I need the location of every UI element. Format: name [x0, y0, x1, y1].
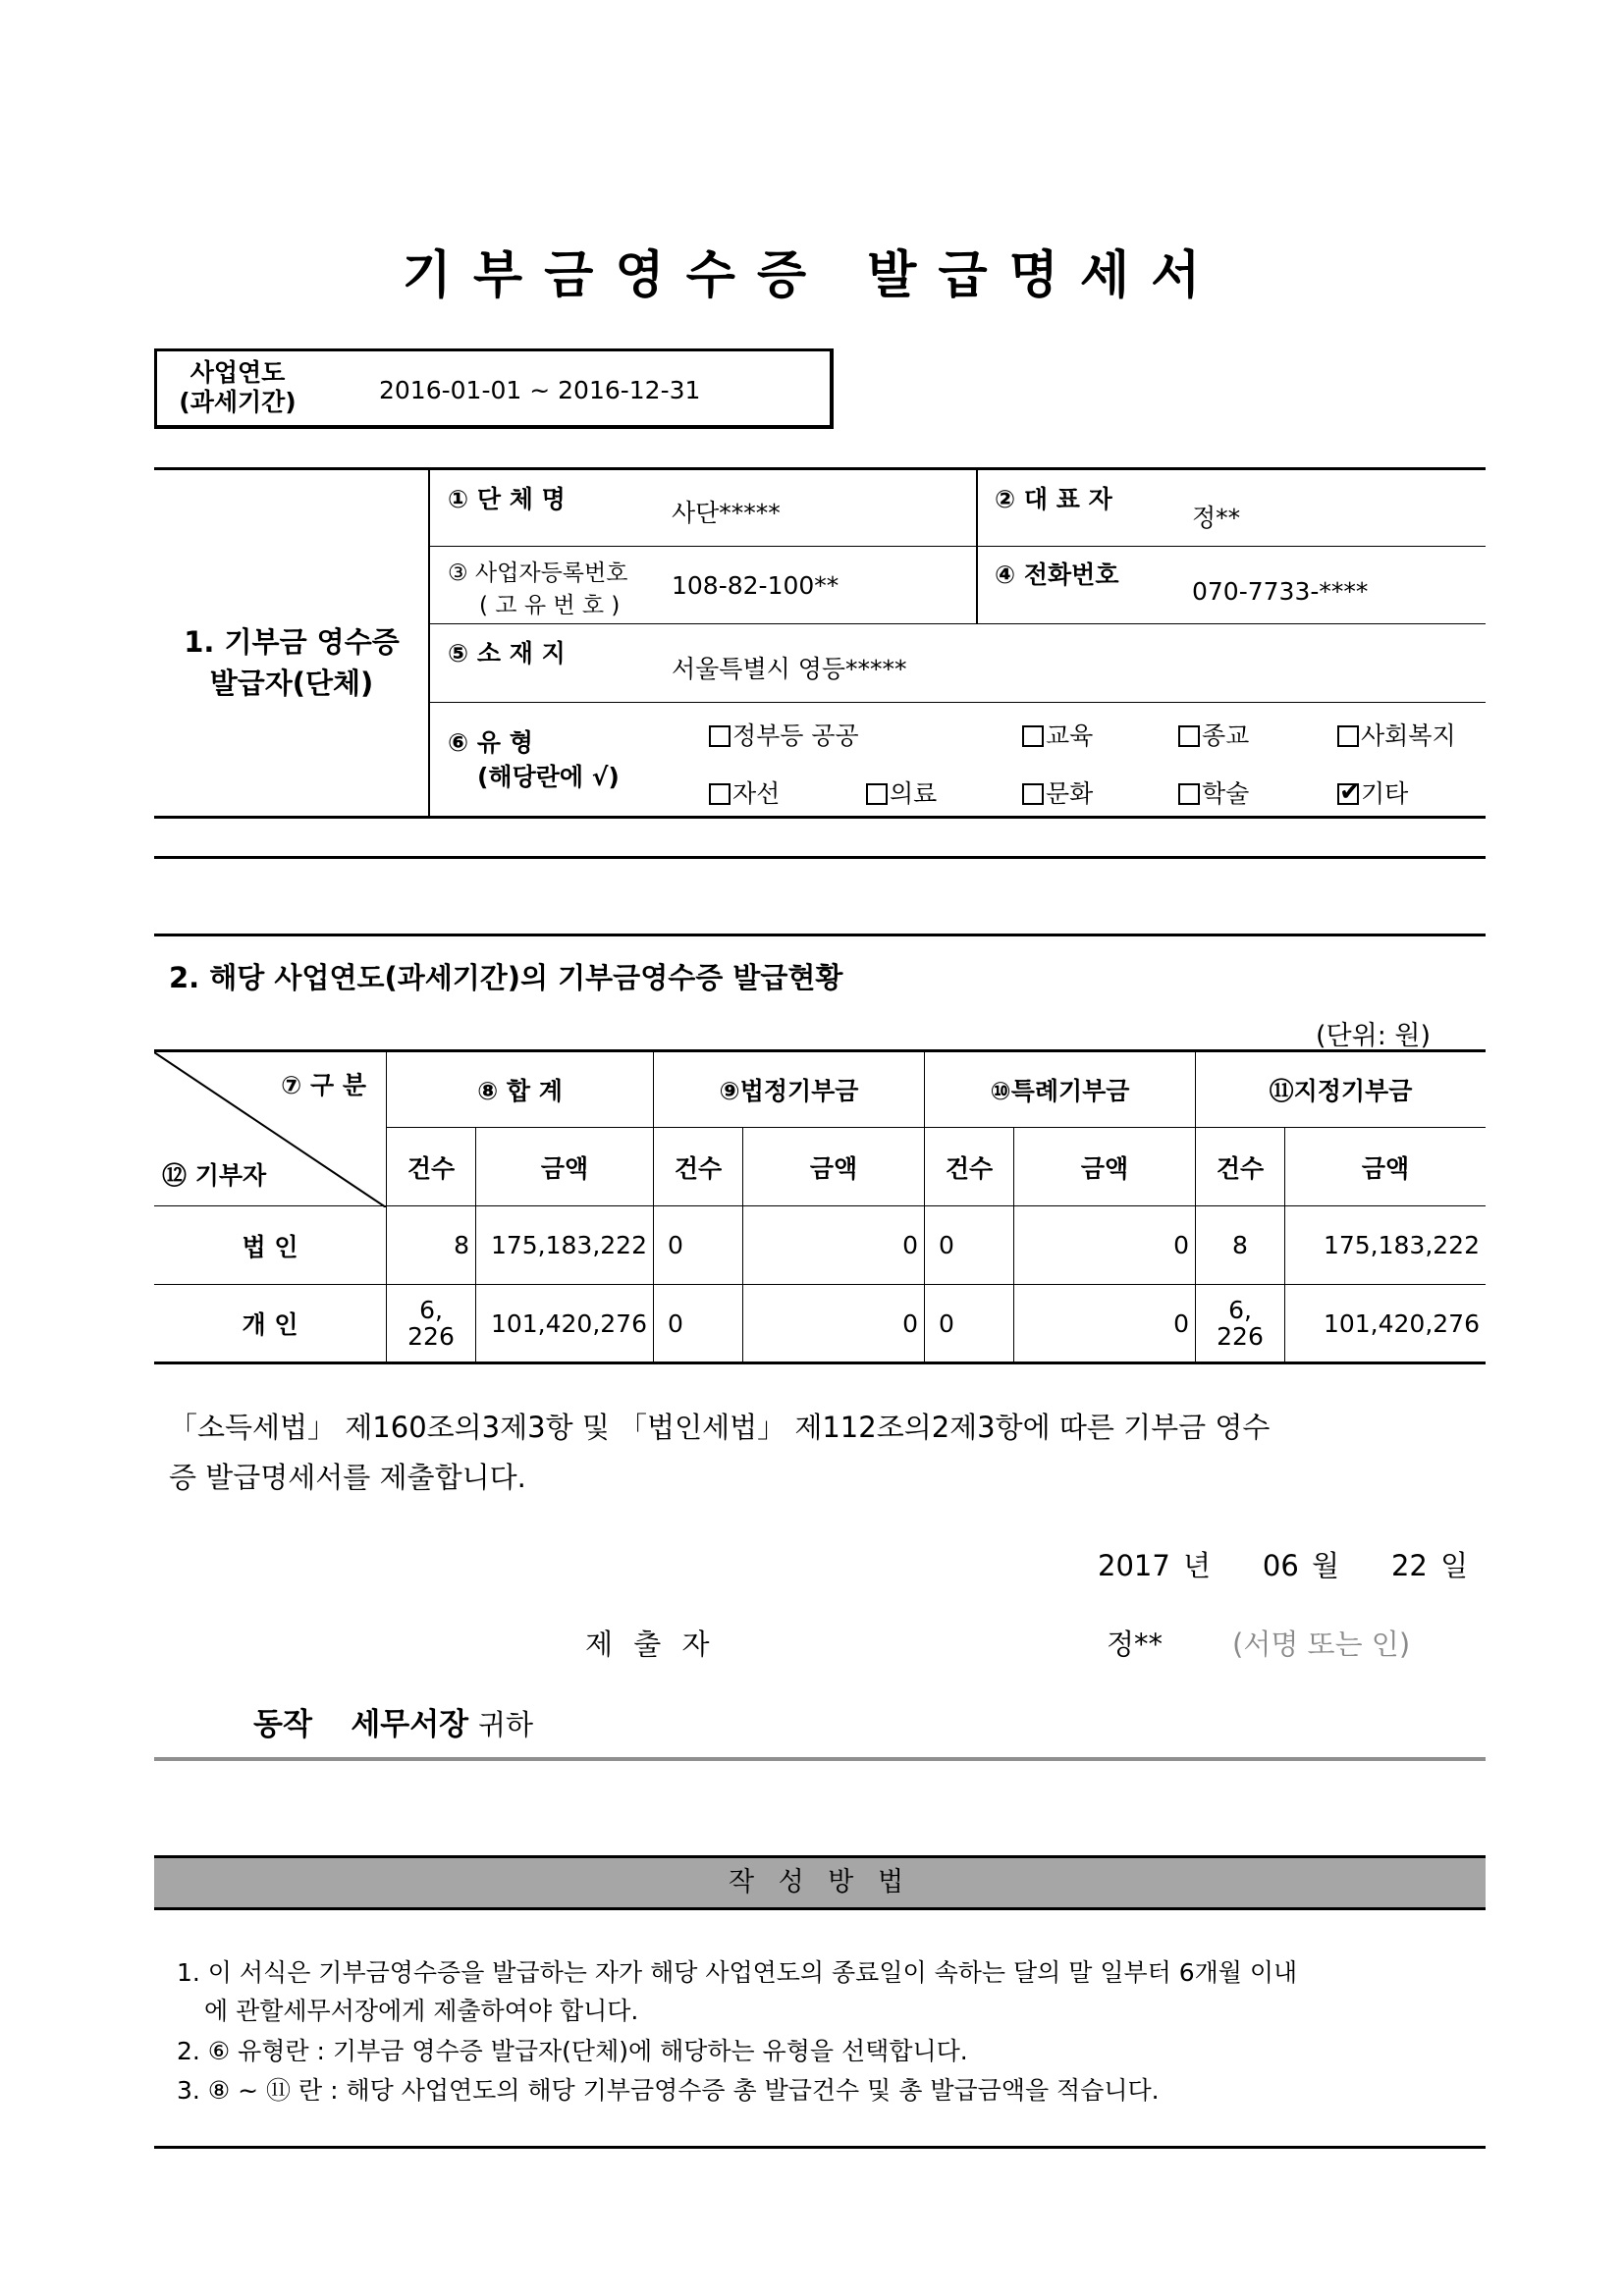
section1-mid-divider [976, 469, 978, 624]
type-option-charity[interactable] [709, 774, 780, 810]
category-header: ⑦ 구 분 [281, 1071, 366, 1099]
representative-label: ② 대 표 자 [995, 485, 1112, 513]
instruction-item-1-cont: 에 관할세무서장에게 제출하여야 합니다. [204, 1997, 639, 2025]
issuance-table [154, 1049, 1486, 1364]
checkbox[interactable] [1178, 725, 1200, 747]
section1-title-line2: 발급자(단체) [209, 667, 374, 700]
checkbox[interactable] [709, 725, 731, 747]
section1-title [169, 621, 414, 704]
type-label: ⑥ 유 형 [448, 728, 533, 757]
phone-value: 070-7733-**** [1192, 577, 1369, 606]
date-month: 06 [1262, 1549, 1299, 1582]
count-header: 건수 [654, 1128, 743, 1206]
type-option-label: 종교 [1202, 721, 1250, 750]
type-option-label: 학술 [1202, 779, 1250, 808]
unit-label: (단위: 원) [1316, 1021, 1431, 1051]
total-header: ⑧ 합 계 [387, 1051, 654, 1128]
checkbox[interactable] [1337, 725, 1359, 747]
total-amount-cell: 101,420,276 [476, 1285, 654, 1363]
count-header: 건수 [1196, 1128, 1285, 1206]
table-row [154, 1285, 1486, 1363]
designated-count-cell: 6, 226 [1196, 1285, 1285, 1363]
instruction-item-3: 3. ⑧ ~ ⑪ 란 : 해당 사업연도의 해당 기부금영수증 총 발급건수 및 총 발급금액을 적습니다. [177, 2076, 1160, 2105]
section1-bottom-rule [154, 816, 1486, 819]
tax-office-suffix: 세무서장 [351, 1707, 469, 1742]
address-label: ⑤ 소 재 지 [448, 639, 566, 667]
instructions-bottom-rule [154, 2146, 1486, 2149]
period-label-line1: 사업연도 [189, 358, 286, 387]
checkbox[interactable] [1022, 725, 1044, 747]
legal-count-cell: 0 [654, 1285, 743, 1363]
instruction-item-2: 2. ⑥ 유형란 : 기부금 영수증 발급자(단체)에 해당하는 유형을 선택합니다. [177, 2037, 968, 2065]
instructions-header: 작 성 방 법 [154, 1855, 1486, 1910]
type-sub-label: (해당란에 √) [477, 763, 620, 791]
date-day: 22 [1390, 1549, 1428, 1582]
phone-label: ④ 전화번호 [995, 561, 1119, 589]
honorific: 귀하 [477, 1708, 534, 1741]
section1-title-line1: 1. 기부금 영수증 [184, 625, 400, 659]
type-option-other[interactable] [1337, 774, 1408, 810]
type-option-academic[interactable] [1178, 774, 1249, 810]
type-option-welfare[interactable] [1337, 717, 1456, 752]
type-option-label: 정부등 공공 [732, 721, 859, 750]
type-option-label: 교육 [1046, 721, 1094, 750]
org-name-value: 사단***** [672, 499, 781, 527]
special-count-cell: 0 [925, 1206, 1014, 1285]
bizno-sub-label: ( 고 유 번 호 ) [479, 593, 621, 618]
legal-amount-cell: 0 [743, 1285, 925, 1363]
date-month-unit: 월 [1312, 1549, 1340, 1582]
checkbox[interactable] [1178, 783, 1200, 805]
bizno-value: 108-82-100** [672, 571, 839, 600]
bizno-label: ③ 사업자등록번호 [448, 561, 628, 586]
address-value: 서울특별시 영등***** [672, 655, 907, 683]
table-header-row [154, 1051, 1486, 1128]
total-count-cell: 8 [387, 1206, 476, 1285]
addressee-line [253, 1699, 533, 1743]
checkbox-checked[interactable] [1337, 777, 1361, 807]
period-label-line2: (과세기간) [179, 388, 297, 416]
row-label: 법 인 [154, 1206, 387, 1285]
date-year-unit: 년 [1183, 1549, 1212, 1582]
submission-date [1098, 1544, 1468, 1584]
date-day-unit: 일 [1440, 1549, 1469, 1582]
period-label [169, 358, 306, 417]
type-option-label: 의료 [890, 779, 938, 808]
statement-bottom-rule [154, 1757, 1486, 1761]
section2-title: 2. 해당 사업연도(과세기간)의 기부금영수증 발급현황 [169, 961, 843, 994]
type-option-label: 사회복지 [1361, 721, 1456, 750]
corner-header [154, 1051, 387, 1206]
representative-value: 정** [1192, 504, 1241, 532]
amount-header: 금액 [476, 1128, 654, 1206]
checkbox[interactable] [709, 783, 731, 805]
amount-header: 금액 [743, 1128, 925, 1206]
row-label: 개 인 [154, 1285, 387, 1363]
type-option-label: 기타 [1361, 779, 1409, 808]
designated-count-cell: 8 [1196, 1206, 1285, 1285]
separator-rule-1 [154, 856, 1486, 859]
designated-amount-cell: 175,183,222 [1285, 1206, 1487, 1285]
signature-hint: (서명 또는 인) [1232, 1628, 1411, 1661]
submitter-label: 제 출 자 [585, 1628, 716, 1661]
section1-top-rule [154, 467, 1486, 470]
special-amount-cell: 0 [1014, 1206, 1196, 1285]
check-mark-icon: ✔ [1339, 777, 1361, 807]
type-option-medical[interactable] [866, 774, 937, 810]
amount-header: 금액 [1285, 1128, 1487, 1206]
special-count-cell: 0 [925, 1285, 1014, 1363]
type-option-education[interactable] [1022, 717, 1093, 752]
tax-office-name: 동작 [253, 1707, 312, 1742]
type-option-religion[interactable] [1178, 717, 1249, 752]
count-header: 건수 [387, 1128, 476, 1206]
statement-line2: 증 발급명세서를 제출합니다. [169, 1461, 526, 1494]
count-header: 건수 [925, 1128, 1014, 1206]
designated-amount-cell: 101,420,276 [1285, 1285, 1487, 1363]
instruction-item-1: 1. 이 서식은 기부금영수증을 발급하는 자가 해당 사업연도의 종료일이 속하는 달의 말 일부터 6개월 이내 [177, 1958, 1298, 1987]
legal-count-cell: 0 [654, 1206, 743, 1285]
date-year: 2017 [1098, 1549, 1170, 1582]
section1-row-rule-3 [429, 702, 1486, 703]
type-option-label: 문화 [1046, 779, 1094, 808]
checkbox[interactable] [1022, 783, 1044, 805]
section1-row-rule-2 [429, 623, 1486, 624]
special-amount-cell: 0 [1014, 1285, 1196, 1363]
table-row [154, 1206, 1486, 1285]
special-header: ⑩특례기부금 [925, 1051, 1196, 1128]
total-amount-cell: 175,183,222 [476, 1206, 654, 1285]
amount-header: 금액 [1014, 1128, 1196, 1206]
type-option-culture[interactable] [1022, 774, 1093, 810]
donor-header: ⑫ 기부자 [162, 1161, 267, 1190]
section1-row-rule-1 [429, 546, 1486, 547]
total-count-cell: 6, 226 [387, 1285, 476, 1363]
org-name-label: ① 단 체 명 [448, 485, 566, 513]
legal-amount-cell: 0 [743, 1206, 925, 1285]
document-title: 기부금영수증 발급명세서 [402, 246, 1222, 305]
statement-line1: 「소득세법」 제160조의3제3항 및 「법인세법」 제112조의2제3항에 따른 기부금 영수 [169, 1411, 1271, 1444]
separator-rule-2 [154, 934, 1486, 936]
type-option-label: 자선 [732, 779, 781, 808]
section1-left-divider [428, 469, 430, 816]
type-option-public[interactable] [709, 717, 859, 752]
legal-header: ⑨법정기부금 [654, 1051, 925, 1128]
checkbox[interactable] [866, 783, 888, 805]
period-value: 2016-01-01 ~ 2016-12-31 [379, 376, 701, 404]
designated-header: ⑪지정기부금 [1196, 1051, 1487, 1128]
submitter-name: 정** [1107, 1628, 1164, 1661]
